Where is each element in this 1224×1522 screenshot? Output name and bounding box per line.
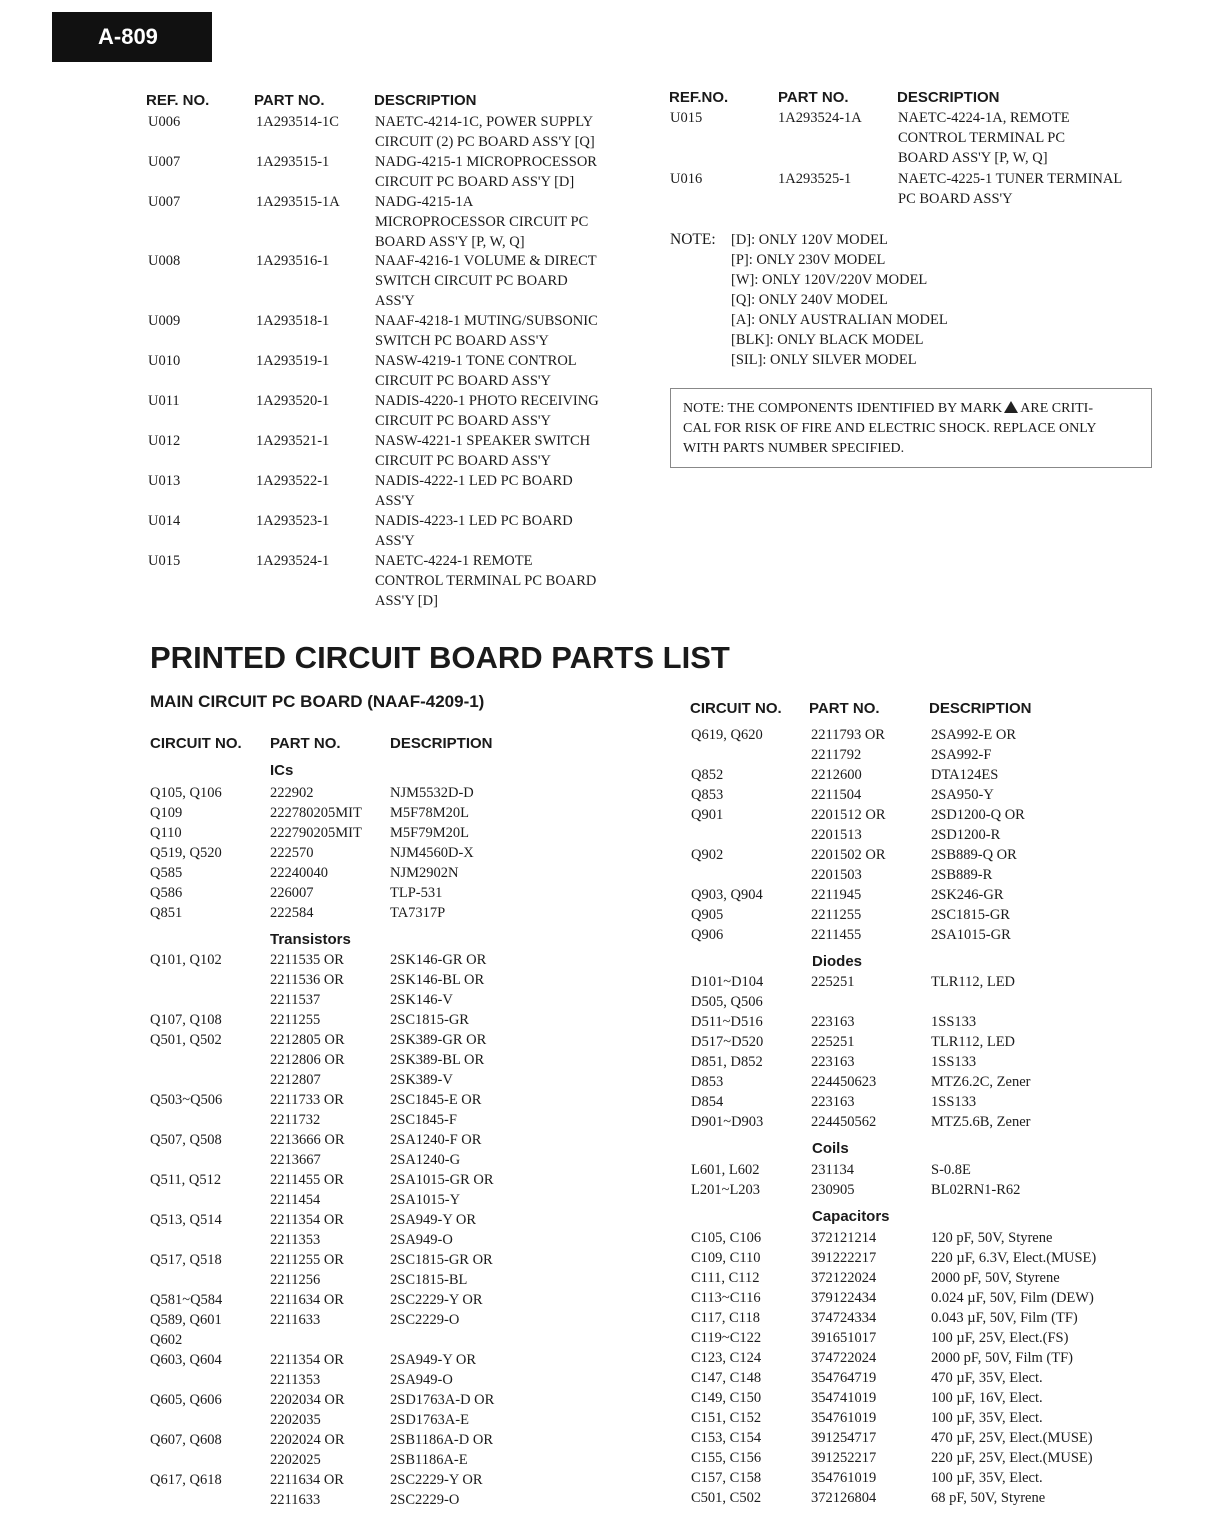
- circuit-no: Q519, Q520: [150, 845, 222, 861]
- description: 1SS133: [931, 1014, 977, 1030]
- description: 0.043 µF, 50V, Film (TF): [931, 1310, 1078, 1326]
- description: TA7317P: [390, 905, 446, 921]
- part-no: 1A293514-1C: [256, 114, 339, 130]
- part-no: 2202034 OR 2202035: [270, 1392, 345, 1428]
- parts-left-header-desc: DESCRIPTION: [390, 735, 493, 752]
- part-no: 1A293515-1A: [256, 194, 340, 210]
- part-no: 222902: [270, 785, 314, 801]
- description: NJM4560D-X: [390, 845, 474, 861]
- parts-right-header-part: PART NO.: [809, 700, 880, 717]
- part-no: 374724334: [811, 1310, 877, 1326]
- subheading-diodes: Diodes: [812, 953, 863, 970]
- part-no: 2211633: [270, 1312, 321, 1328]
- ref-no: U013: [148, 473, 181, 489]
- description: BL02RN1-R62: [931, 1182, 1021, 1198]
- description: DTA124ES: [931, 767, 999, 783]
- note-label: NOTE:: [670, 231, 716, 248]
- part-no: 1A293516-1: [256, 253, 330, 269]
- circuit-no: D511~D516: [691, 1014, 763, 1030]
- description: 2SC1815-GR: [390, 1012, 469, 1028]
- subheading-coils: Coils: [812, 1140, 849, 1157]
- part-no: 2211354 OR 2211353: [270, 1352, 344, 1388]
- circuit-no: Q852: [691, 767, 724, 783]
- circuit-no: C111, C112: [691, 1270, 760, 1286]
- part-no: 222790205MIT: [270, 825, 362, 841]
- circuit-no: L201~L203: [691, 1182, 761, 1198]
- description: NAAF-4218-1 MUTING/SUBSONIC SWITCH PC BOARD ASS'Y: [375, 313, 598, 349]
- description: 2SB1186A-D OR 2SB1186A-E: [390, 1432, 493, 1468]
- circuit-no: Q105, Q106: [150, 785, 222, 801]
- circuit-no: C151, C152: [691, 1410, 762, 1426]
- section-title: PRINTED CIRCUIT BOARD PARTS LIST: [150, 640, 730, 675]
- part-no: 1A293523-1: [256, 513, 330, 529]
- part-no: 372122024: [811, 1270, 877, 1286]
- circuit-no: Q607, Q608: [150, 1432, 222, 1448]
- description: NAETC-4224-1 REMOTE CONTROL TERMINAL PC BOARD ASS'Y [D]: [375, 553, 597, 609]
- parts-left-header-circuit: CIRCUIT NO.: [150, 735, 242, 752]
- part-no: 391252217: [811, 1450, 877, 1466]
- parts-right-header-circuit: CIRCUIT NO.: [690, 700, 782, 717]
- circuit-no: C109, C110: [691, 1250, 761, 1266]
- ref-no: U012: [148, 433, 181, 449]
- top-left-header-desc: DESCRIPTION: [374, 92, 477, 109]
- model-badge: A-809: [52, 12, 212, 62]
- part-no: 2211504: [811, 787, 862, 803]
- part-no: 2201512 OR 2201513: [811, 807, 886, 843]
- part-no: 1A293525-1: [778, 171, 852, 187]
- circuit-no: Q581~Q584: [150, 1292, 223, 1308]
- circuit-no: Q851: [150, 905, 183, 921]
- description: 2SB889-Q OR 2SB889-R: [931, 847, 1017, 883]
- circuit-no: C105, C106: [691, 1230, 762, 1246]
- circuit-no: Q905: [691, 907, 724, 923]
- description: MTZ6.2C, Zener: [931, 1074, 1031, 1090]
- part-no: 230905: [811, 1182, 855, 1198]
- circuit-no: Q585: [150, 865, 183, 881]
- ref-no: U008: [148, 253, 181, 269]
- circuit-no: D854: [691, 1094, 724, 1110]
- part-no: 1A293522-1: [256, 473, 330, 489]
- part-no: 2211535 OR 2211536 OR 2211537: [270, 952, 344, 1008]
- description: NJM5532D-D: [390, 785, 474, 801]
- description: NAETC-4224-1A, REMOTE CONTROL TERMINAL PC BOARD ASS'Y [P, W, Q]: [898, 110, 1070, 166]
- description: 1SS133: [931, 1054, 977, 1070]
- description: M5F79M20L: [390, 825, 469, 841]
- description: 100 µF, 25V, Elect.(FS): [931, 1330, 1069, 1346]
- circuit-no: C113~C116: [691, 1290, 761, 1306]
- description: 2SA950-Y: [931, 787, 994, 803]
- part-no: 2211354 OR 2211353: [270, 1212, 344, 1248]
- ref-no: U016: [670, 171, 703, 187]
- note-item: [BLK]: ONLY BLACK MODEL: [731, 332, 924, 348]
- part-no: 223163: [811, 1094, 855, 1110]
- description: 2SK389-GR OR 2SK389-BL OR 2SK389-V: [390, 1032, 487, 1088]
- part-no: 224450623: [811, 1074, 877, 1090]
- circuit-no: Q101, Q102: [150, 952, 222, 968]
- description: NAETC-4225-1 TUNER TERMINAL PC BOARD ASS'Y: [898, 171, 1123, 207]
- part-no: 2212805 OR 2212806 OR 2212807: [270, 1032, 345, 1088]
- part-no: 1A293520-1: [256, 393, 330, 409]
- part-no: 1A293515-1: [256, 154, 330, 170]
- description: 2SC1815-GR OR 2SC1815-BL: [390, 1252, 493, 1288]
- description: 2SD1763A-D OR 2SD1763A-E: [390, 1392, 495, 1428]
- part-no: 391651017: [811, 1330, 877, 1346]
- top-right-header-ref: REF.NO.: [669, 89, 729, 106]
- part-no: 226007: [270, 885, 314, 901]
- part-no: 223163: [811, 1014, 855, 1030]
- part-no: 2211455 OR 2211454: [270, 1172, 344, 1208]
- circuit-no: C501, C502: [691, 1490, 762, 1506]
- circuit-no: D901~D903: [691, 1114, 764, 1130]
- part-no: 391222217: [811, 1250, 877, 1266]
- description: MTZ5.6B, Zener: [931, 1114, 1031, 1130]
- circuit-no: Q517, Q518: [150, 1252, 222, 1268]
- circuit-no: Q501, Q502: [150, 1032, 222, 1048]
- part-no: 1A293524-1A: [778, 110, 862, 126]
- circuit-no: Q513, Q514: [150, 1212, 222, 1228]
- note-item: [A]: ONLY AUSTRALIAN MODEL: [731, 312, 948, 328]
- ref-no: U006: [148, 114, 181, 130]
- ref-no: U015: [148, 553, 181, 569]
- ref-no: U011: [148, 393, 180, 409]
- description: 2SK146-GR OR 2SK146-BL OR 2SK146-V: [390, 952, 487, 1008]
- part-no: 2201502 OR 2201503: [811, 847, 886, 883]
- note-item: [Q]: ONLY 240V MODEL: [731, 292, 888, 308]
- description: 2SA949-Y OR 2SA949-O: [390, 1212, 477, 1248]
- description: 2SC1815-GR: [931, 907, 1010, 923]
- part-no: 222780205MIT: [270, 805, 362, 821]
- part-no: 2211455: [811, 927, 862, 943]
- part-no: 372121214: [811, 1230, 877, 1246]
- ref-no: U014: [148, 513, 181, 529]
- description: NJM2902N: [390, 865, 459, 881]
- parts-right-header-desc: DESCRIPTION: [929, 700, 1032, 717]
- safety-warning: [670, 388, 1152, 468]
- circuit-no: Q586: [150, 885, 183, 901]
- description: 68 pF, 50V, Styrene: [931, 1490, 1046, 1506]
- part-no: 354764719: [811, 1370, 877, 1386]
- circuit-no: Q902: [691, 847, 724, 863]
- part-no: 1A293518-1: [256, 313, 330, 329]
- description: 2000 pF, 50V, Styrene: [931, 1270, 1060, 1286]
- circuit-no: L601, L602: [691, 1162, 760, 1178]
- circuit-no: C157, C158: [691, 1470, 762, 1486]
- description: 2SC2229-Y OR 2SC2229-O: [390, 1472, 483, 1508]
- description: NAETC-4214-1C, POWER SUPPLY CIRCUIT (2) PC BOARD ASS'Y [Q]: [375, 114, 595, 150]
- part-no: 2211255: [270, 1012, 321, 1028]
- part-no: 2211634 OR: [270, 1292, 344, 1308]
- ref-no: U007: [148, 194, 181, 210]
- part-no: 2211945: [811, 887, 862, 903]
- part-no: 1A293524-1: [256, 553, 330, 569]
- note-item: [P]: ONLY 230V MODEL: [731, 252, 886, 268]
- part-no: 354761019: [811, 1410, 877, 1426]
- circuit-no: C117, C118: [691, 1310, 761, 1326]
- description: 2SA1240-F OR 2SA1240-G: [390, 1132, 482, 1168]
- part-no: 354741019: [811, 1390, 877, 1406]
- part-no: 222570: [270, 845, 314, 861]
- circuit-no: C155, C156: [691, 1450, 762, 1466]
- circuit-no: C147, C148: [691, 1370, 762, 1386]
- circuit-no: Q901: [691, 807, 724, 823]
- circuit-no: C119~C122: [691, 1330, 762, 1346]
- description: TLP-531: [390, 885, 443, 901]
- description: 2SA1015-GR OR 2SA1015-Y: [390, 1172, 494, 1208]
- part-no: 391254717: [811, 1430, 877, 1446]
- part-no: 2211255 OR 2211256: [270, 1252, 344, 1288]
- warning-triangle-icon: [1004, 401, 1018, 413]
- ref-no: U010: [148, 353, 181, 369]
- description: NADIS-4220-1 PHOTO RECEIVING CIRCUIT PC BOARD ASS'Y: [375, 393, 599, 429]
- top-right-header-part: PART NO.: [778, 89, 849, 106]
- top-left-header-part: PART NO.: [254, 92, 325, 109]
- circuit-no: D517~D520: [691, 1034, 764, 1050]
- note-item: [W]: ONLY 120V/220V MODEL: [731, 272, 928, 288]
- circuit-no: C123, C124: [691, 1350, 762, 1366]
- circuit-no: Q853: [691, 787, 724, 803]
- ref-no: U007: [148, 154, 181, 170]
- circuit-no: D851, D852: [691, 1054, 763, 1070]
- circuit-no: D101~D104 D505, Q506: [691, 974, 764, 1010]
- circuit-no: Q603, Q604: [150, 1352, 222, 1368]
- part-no: 379122434: [811, 1290, 877, 1306]
- top-left-header-ref: REF. NO.: [146, 92, 210, 109]
- circuit-no: Q511, Q512: [150, 1172, 222, 1188]
- part-no: 2212600: [811, 767, 862, 783]
- part-no: 2211634 OR 2211633: [270, 1472, 344, 1508]
- description: 2SD1200-Q OR 2SD1200-R: [931, 807, 1025, 843]
- top-right-header-desc: DESCRIPTION: [897, 89, 1000, 106]
- circuit-no: Q605, Q606: [150, 1392, 222, 1408]
- part-no: 2211733 OR 2211732: [270, 1092, 344, 1128]
- description: S-0.8E: [931, 1162, 971, 1178]
- circuit-no: Q903, Q904: [691, 887, 763, 903]
- description: 2SC2229-O: [390, 1312, 460, 1328]
- subheading-capacitors: Capacitors: [812, 1208, 890, 1225]
- description: M5F78M20L: [390, 805, 469, 821]
- part-no: 1A293519-1: [256, 353, 330, 369]
- description: 470 µF, 25V, Elect.(MUSE): [931, 1430, 1093, 1446]
- description: NAAF-4216-1 VOLUME & DIRECT SWITCH CIRCUIT PC BOARD ASS'Y: [375, 253, 597, 309]
- part-no: 223163: [811, 1054, 855, 1070]
- description: 100 µF, 35V, Elect.: [931, 1410, 1043, 1426]
- part-no: 22240040: [270, 865, 328, 881]
- part-no: 2213666 OR 2213667: [270, 1132, 345, 1168]
- description: 2SA949-Y OR 2SA949-O: [390, 1352, 477, 1388]
- part-no: 2211793 OR 2211792: [811, 727, 885, 763]
- circuit-no: Q619, Q620: [691, 727, 763, 743]
- warning-text-2: ARE CRITI-: [1020, 401, 1093, 416]
- part-no: 372126804: [811, 1490, 877, 1506]
- description: 2SA992-E OR 2SA992-F: [931, 727, 1016, 763]
- description: 470 µF, 35V, Elect.: [931, 1370, 1043, 1386]
- warning-text-3: CAL FOR RISK OF FIRE AND ELECTRIC SHOCK. REPLACE ONLY: [683, 421, 1097, 436]
- description: TLR112, LED: [931, 1034, 1016, 1050]
- description: 2000 pF, 50V, Film (TF): [931, 1350, 1073, 1366]
- circuit-no: Q589, Q601 Q602: [150, 1312, 222, 1348]
- circuit-no: Q109: [150, 805, 183, 821]
- description: NASW-4221-1 SPEAKER SWITCH CIRCUIT PC BOARD ASS'Y: [375, 433, 591, 469]
- description: 100 µF, 16V, Elect.: [931, 1390, 1043, 1406]
- subheading-transistors: Transistors: [270, 931, 351, 948]
- subheading-ics: ICs: [270, 762, 294, 779]
- part-no: 225251: [811, 974, 855, 990]
- description: TLR112, LED: [931, 974, 1016, 990]
- ref-no: U009: [148, 313, 181, 329]
- part-no: 2202024 OR 2202025: [270, 1432, 345, 1468]
- circuit-no: Q503~Q506: [150, 1092, 223, 1108]
- description: 2SC1845-E OR 2SC1845-F: [390, 1092, 482, 1128]
- part-no: 374722024: [811, 1350, 877, 1366]
- board-title: MAIN CIRCUIT PC BOARD (NAAF-4209-1): [150, 692, 485, 711]
- ref-no: U015: [670, 110, 703, 126]
- description: 2SA1015-GR: [931, 927, 1011, 943]
- circuit-no: Q107, Q108: [150, 1012, 222, 1028]
- part-no: 224450562: [811, 1114, 877, 1130]
- part-no: 1A293521-1: [256, 433, 330, 449]
- part-no: 231134: [811, 1162, 854, 1178]
- part-no: 225251: [811, 1034, 855, 1050]
- description: 2SK246-GR: [931, 887, 1004, 903]
- circuit-no: Q110: [150, 825, 182, 841]
- circuit-no: C153, C154: [691, 1430, 762, 1446]
- circuit-no: Q507, Q508: [150, 1132, 222, 1148]
- parts-left-header-part: PART NO.: [270, 735, 341, 752]
- circuit-no: Q617, Q618: [150, 1472, 222, 1488]
- part-no: 2211255: [811, 907, 862, 923]
- description: NADG-4215-1A MICROPROCESSOR CIRCUIT PC BOARD ASS'Y [P, W, Q]: [375, 194, 589, 250]
- description: 120 pF, 50V, Styrene: [931, 1230, 1053, 1246]
- description: NADIS-4222-1 LED PC BOARD ASS'Y: [375, 473, 573, 509]
- description: NADG-4215-1 MICROPROCESSOR CIRCUIT PC BOARD ASS'Y [D]: [375, 154, 597, 190]
- description: 100 µF, 35V, Elect.: [931, 1470, 1043, 1486]
- circuit-no: C149, C150: [691, 1390, 762, 1406]
- description: 220 µF, 6.3V, Elect.(MUSE): [931, 1250, 1097, 1266]
- warning-text-4: WITH PARTS NUMBER SPECIFIED.: [683, 441, 905, 456]
- part-no: 222584: [270, 905, 314, 921]
- circuit-no: D853: [691, 1074, 724, 1090]
- description: 2SC2229-Y OR: [390, 1292, 483, 1308]
- note-item: [SIL]: ONLY SILVER MODEL: [731, 352, 917, 368]
- description: 1SS133: [931, 1094, 977, 1110]
- description: 0.024 µF, 50V, Film (DEW): [931, 1290, 1094, 1306]
- part-no: 354761019: [811, 1470, 877, 1486]
- description: NASW-4219-1 TONE CONTROL CIRCUIT PC BOARD ASS'Y: [375, 353, 577, 389]
- description: NADIS-4223-1 LED PC BOARD ASS'Y: [375, 513, 573, 549]
- circuit-no: Q906: [691, 927, 724, 943]
- warning-text-1: NOTE: THE COMPONENTS IDENTIFIED BY MARK: [683, 401, 1003, 416]
- note-item: [D]: ONLY 120V MODEL: [731, 232, 888, 248]
- description: 220 µF, 25V, Elect.(MUSE): [931, 1450, 1093, 1466]
